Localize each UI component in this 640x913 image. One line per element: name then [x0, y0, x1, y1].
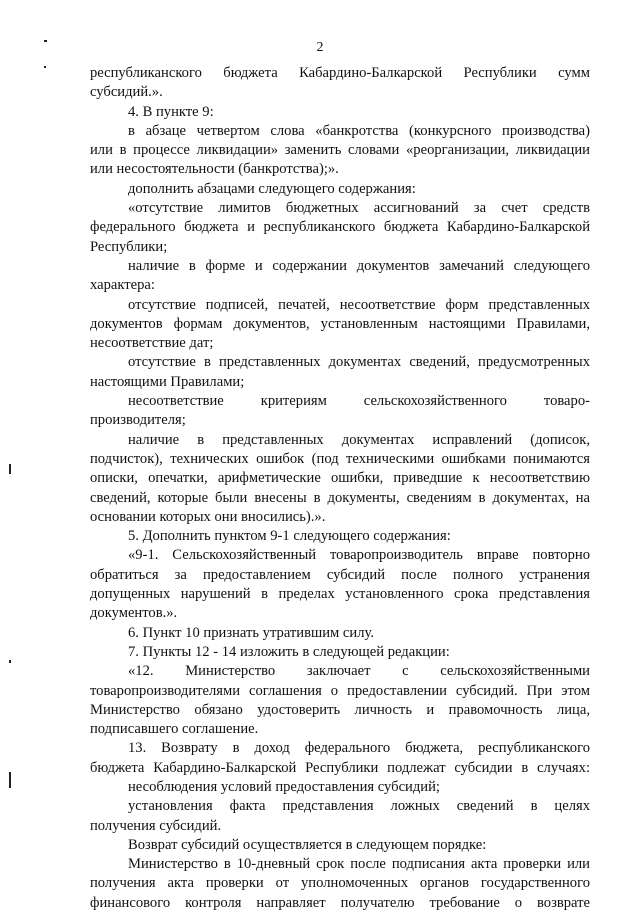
- text-line: товаропроизводителями соглашения о предоставлении субсидий. При этом: [90, 682, 590, 699]
- text-line: субсидий.».: [90, 84, 163, 101]
- text-line: 5. Дополнить пунктом 9-1 следующего содержания:: [128, 528, 451, 545]
- text-line: финансового контроля направляет получателю требование о возврате: [90, 894, 590, 911]
- text-line: отсутствие подписей, печатей, несоответствие форм представленных: [128, 296, 590, 313]
- scan-mark-bottom: [9, 772, 11, 788]
- text-line: 7. Пункты 12 - 14 изложить в следующей редакции:: [128, 643, 450, 660]
- text-line: Министерство в 10-дневный срок после подписания акта проверки или: [128, 856, 590, 873]
- page-number: 2: [316, 40, 324, 55]
- text-line: основании которых они вносились).».: [90, 508, 326, 525]
- text-line: «отсутствие лимитов бюджетных ассигнований за счет средств: [128, 200, 590, 217]
- text-line: характера:: [90, 277, 155, 294]
- text-line: подписавшего соглашение.: [90, 721, 259, 738]
- text-line: федерального бюджета и республиканского бюджета Кабардино-Балкарской: [90, 219, 590, 236]
- text-line: наличие в представленных документах исправлений (дописок,: [128, 431, 590, 448]
- text-line: 4. В пункте 9:: [128, 103, 214, 120]
- text-line: получения акта проверки от уполномоченных органов государственного: [90, 875, 590, 892]
- text-line: Возврат субсидий осуществляется в следующем порядке:: [128, 836, 487, 853]
- text-line: несоблюдения условий предоставления субсидий;: [128, 778, 440, 795]
- text-line: производителя;: [90, 412, 186, 429]
- text-line: 13. Возврату в доход федерального бюджета, республиканского: [128, 740, 590, 757]
- text-line: несоответствие дат;: [90, 335, 214, 352]
- text-line: «9-1. Сельскохозяйственный товаропроизводитель вправе повторно: [128, 547, 590, 564]
- text-line: Министерство обязано удостоверить личность и правомочность лица,: [90, 701, 590, 718]
- text-line: обратиться за предоставлением субсидий после полного устранения: [90, 566, 590, 583]
- text-line: бюджета Кабардино-Балкарской Республики подлежат субсидии в случаях:: [90, 759, 590, 776]
- text-line: документов.».: [90, 605, 178, 622]
- text-line: несоответствие критериям сельскохозяйственного товаро-: [128, 393, 590, 410]
- text-line: или в процессе ликвидации» заменить словами «реорганизации, ликвидации: [90, 142, 590, 159]
- text-line: допущенных нарушений в пределах установленного срока представления: [90, 586, 590, 603]
- text-line: Республики;: [90, 238, 168, 255]
- text-line: республиканского бюджета Кабардино-Балкарской Республики сумм: [90, 65, 590, 81]
- text-line: подчисток), технических ошибок (под техническими ошибками понимаются: [90, 450, 590, 467]
- text-line: или несостоятельности (банкротства);».: [90, 161, 339, 178]
- scan-mark-lower: [9, 660, 11, 663]
- text-line: настоящими Правилами;: [90, 373, 245, 390]
- text-line: установления факта представления ложных сведений в целях: [128, 798, 590, 815]
- text-line: дополнить абзацами следующего содержания:: [128, 180, 416, 197]
- text-line: 6. Пункт 10 признать утратившим силу.: [128, 624, 374, 641]
- text-line: в абзаце четвертом слова «банкротства (конкурсного производства): [128, 122, 590, 139]
- document-body: [90, 64, 590, 913]
- text-line: «12. Министерство заключает с сельскохозяйственными: [128, 663, 590, 680]
- text-line: описки, опечатки, арифметические ошибки, приведшие к несоответствию: [90, 470, 590, 487]
- scan-mark-top-2: [44, 66, 46, 68]
- scan-mark-middle: [9, 464, 11, 474]
- text-line: документов формам документов, установленным настоящими Правилами,: [90, 315, 590, 332]
- text-line: получения субсидий.: [90, 817, 222, 834]
- text-line: сведений, которые были внесены в документы, сведениям в документах, на: [90, 489, 590, 506]
- text-line: отсутствие в представленных документах сведений, предусмотренных: [128, 354, 590, 371]
- text-line: наличие в форме и содержании документов замечаний следующего: [128, 257, 590, 274]
